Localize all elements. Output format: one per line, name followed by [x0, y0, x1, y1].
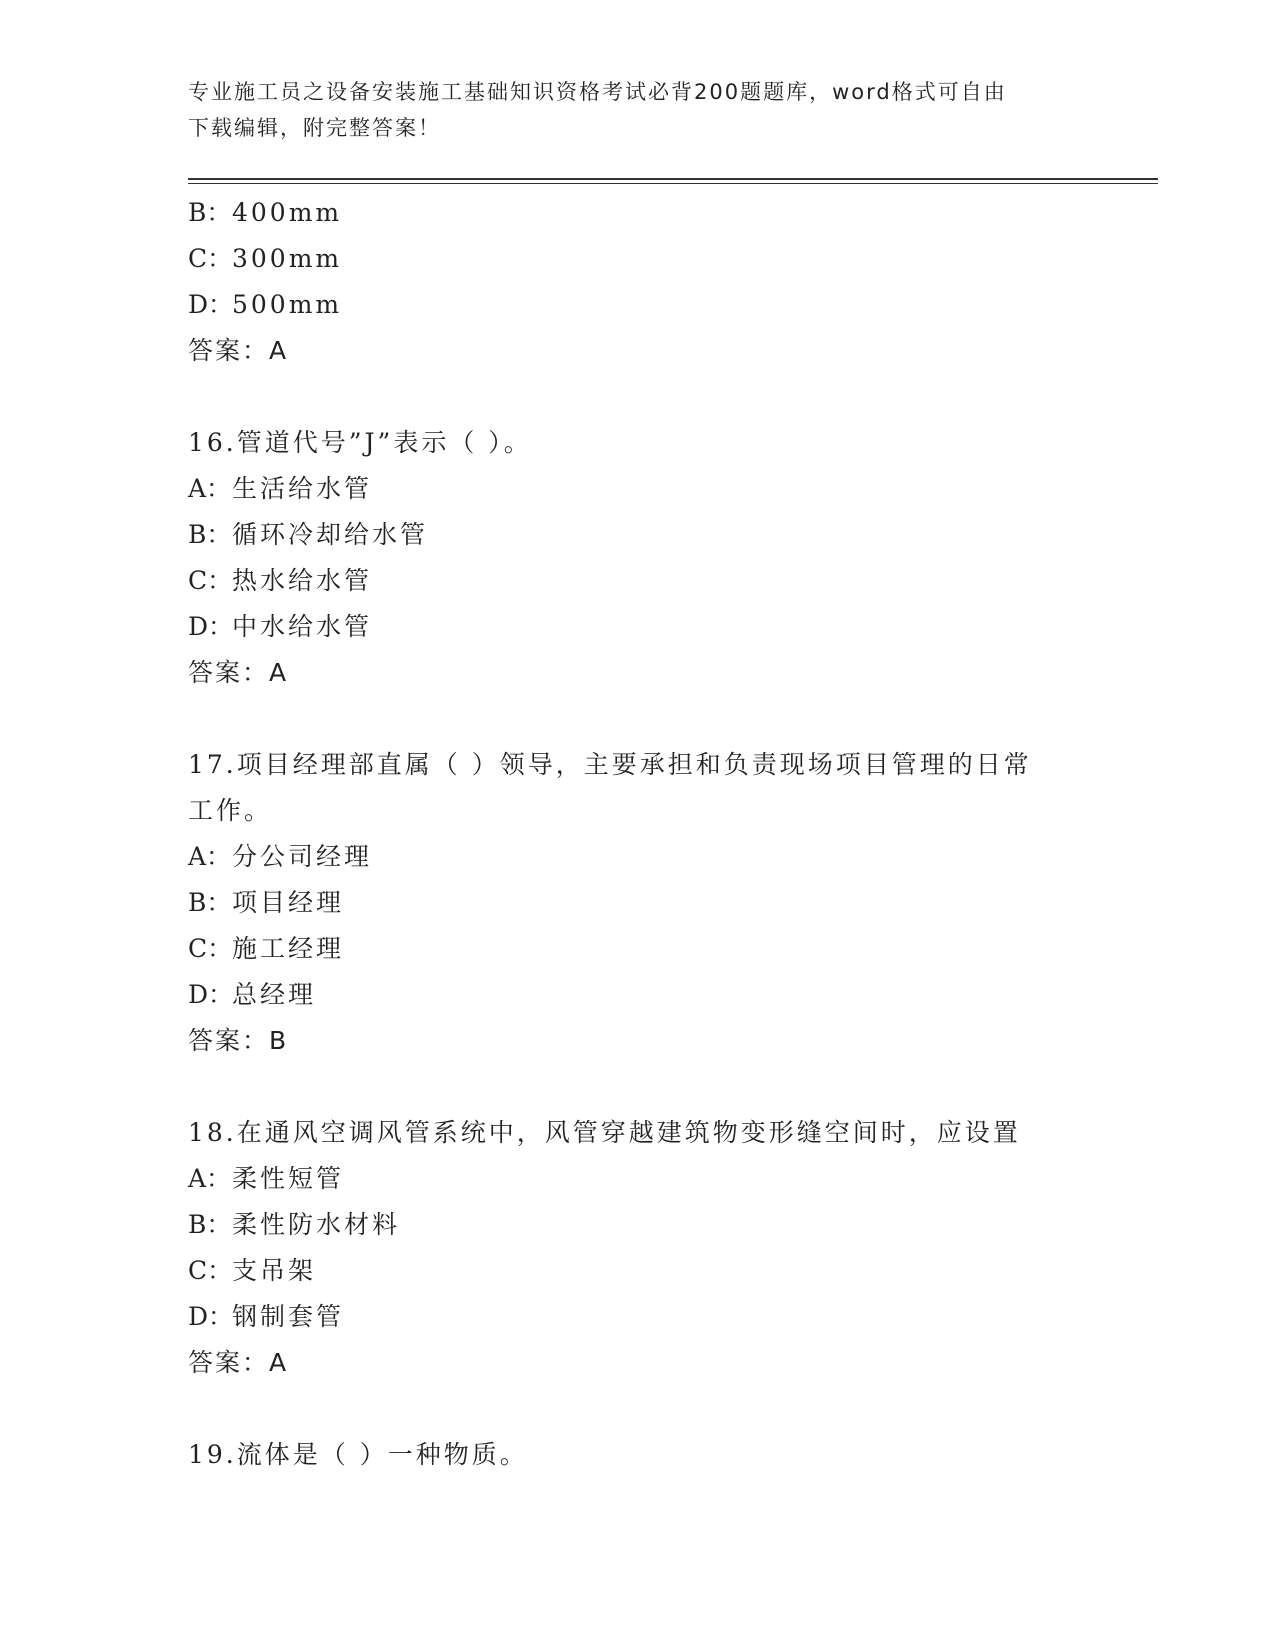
option-a [188, 834, 1088, 880]
option-a [188, 1156, 1088, 1202]
option-tag: D： [188, 290, 234, 319]
header-divider-thick [188, 178, 1158, 180]
option-text: 分公司经理 [232, 842, 373, 871]
option-text: 400mm [232, 198, 343, 227]
option-b [188, 880, 1088, 926]
answer-line: 答案：B [188, 1026, 289, 1055]
option-c [188, 558, 1088, 604]
option-tag: C： [188, 934, 233, 963]
answer-line: 答案：A [188, 658, 289, 687]
question-18 [188, 1110, 1088, 1386]
question-list [188, 190, 1088, 1478]
option-b [188, 1202, 1088, 1248]
option-tag: D： [188, 1302, 234, 1331]
header-title-line-1: 专业施工员之设备安装施工基础知识资格考试必背200题题库，word格式可自由 [188, 80, 1007, 104]
option-text: 柔性防水材料 [232, 1210, 401, 1239]
question-stem-line-2: 工作。 [188, 796, 273, 825]
option-text: 施工经理 [232, 934, 345, 963]
option-tag: B： [188, 888, 232, 917]
option-tag: B： [188, 1210, 232, 1239]
option-d [188, 1294, 1088, 1340]
option-text: 500mm [232, 290, 343, 319]
option-text: 热水给水管 [232, 566, 373, 595]
option-a [188, 466, 1088, 512]
question-stem: 16.管道代号”J”表示（ ）。 [188, 428, 532, 457]
question-spacer [188, 1064, 1088, 1110]
answer-line: 答案：A [188, 1348, 289, 1377]
option-tag: C： [188, 1256, 233, 1285]
option-text: 钢制套管 [232, 1302, 345, 1331]
option-tag: B： [188, 198, 232, 227]
option-c [188, 926, 1088, 972]
question-15-tail [188, 190, 1088, 374]
question-17 [188, 742, 1088, 1064]
option-tag: A： [188, 842, 232, 871]
option-tag: C： [188, 244, 233, 273]
option-d [188, 604, 1088, 650]
answer-line: 答案：A [188, 336, 289, 365]
option-text: 300mm [232, 244, 343, 273]
question-stem-line-1: 17.项目经理部直属（ ）领导，主要承担和负责现场项目管理的日常 [188, 750, 1032, 779]
option-tag: A： [188, 1164, 232, 1193]
option-d [188, 282, 1088, 328]
option-b [188, 190, 1088, 236]
question-stem: 18.在通风空调风管系统中，风管穿越建筑物变形缝空间时，应设置 [188, 1118, 1021, 1147]
option-c [188, 1248, 1088, 1294]
option-d [188, 972, 1088, 1018]
question-spacer [188, 1386, 1088, 1432]
question-spacer [188, 696, 1088, 742]
option-text: 柔性短管 [232, 1164, 345, 1193]
option-text: 项目经理 [232, 888, 345, 917]
option-text: 支吊架 [232, 1256, 317, 1285]
option-text: 总经理 [232, 980, 317, 1009]
question-spacer [188, 374, 1088, 420]
question-19 [188, 1432, 1088, 1478]
option-c [188, 236, 1088, 282]
header-title-line-2: 下载编辑，附完整答案！ [188, 116, 441, 140]
option-tag: D： [188, 980, 234, 1009]
question-stem: 19.流体是（ ）一种物质。 [188, 1440, 528, 1469]
option-text: 中水给水管 [232, 612, 373, 641]
option-tag: B： [188, 520, 232, 549]
option-tag: D： [188, 612, 234, 641]
option-b [188, 512, 1088, 558]
option-text: 生活给水管 [232, 474, 373, 503]
question-16 [188, 420, 1088, 696]
header-divider-thin [188, 183, 1158, 184]
document-header [188, 74, 1088, 146]
option-text: 循环冷却给水管 [232, 520, 429, 549]
option-tag: C： [188, 566, 233, 595]
option-tag: A： [188, 474, 232, 503]
